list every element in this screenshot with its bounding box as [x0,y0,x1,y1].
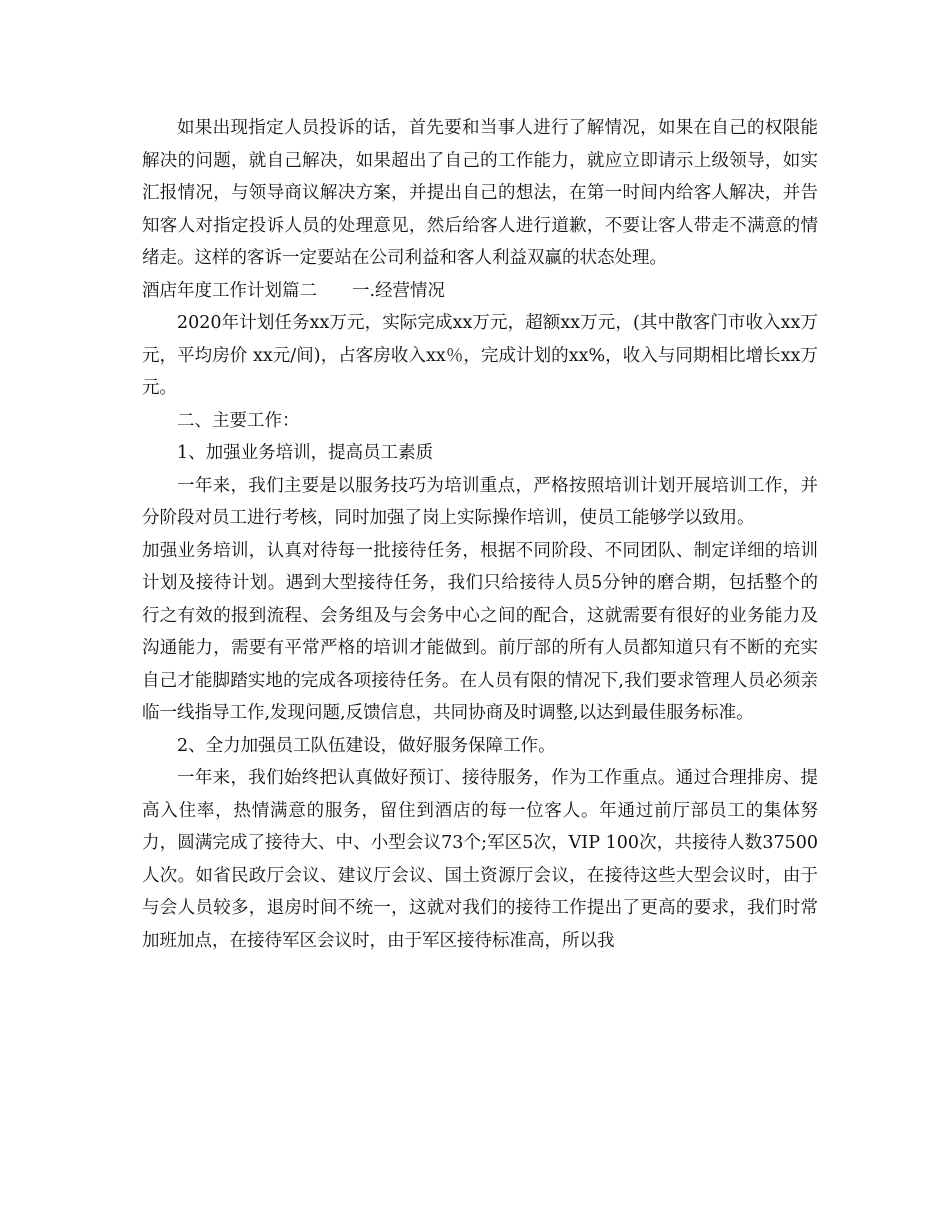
paragraph-reception-service: 一年来，我们始终把认真做好预订、接待服务，作为工作重点。通过合理排房、提高入住率，热情满意的服务，留住到酒店的每一位客人。年通过前厅部员工的集体努力，圆满完成了接待大、中、小型会议73个;军区5次，VIP 100次，共接待人数37500人次。如省民政厅会议、建议厅会议、国土资源厅会议，在接待这些大型会议时，由于与会人员较多，退房时间不统一，这就对我们的接待工作提出了更高的要求，我们时常加班加点，在接待军区会议时，由于军区接待标准高，所以我 [142,768,818,951]
document-body [142,112,818,957]
paragraph-business-results: 2020年计划任务xx万元，实际完成xx万元，超额xx万元，(其中散客门市收入xx万元，平均房价 xx元/间)，占客房收入xx％，完成计划的xx%，收入与同期相比增长xx万元。 [142,313,818,398]
heading-team-building: 2、全力加强员工队伍建设，做好服务保障工作。 [177,735,556,756]
paragraph-training-overview: 一年来，我们主要是以服务技巧为培训重点，严格按照培训计划开展培训工作，并分阶段对员工进行考核，同时加强了岗上实际操作培训，使员工能够学以致用。 [142,475,818,528]
heading-training: 1、加强业务培训，提高员工素质 [177,443,434,463]
paragraph-training-details: 加强业务培训，认真对待每一批接待任务，根据不同阶段、不同团队、制定详细的培训计划及接待计划。遇到大型接待任务，我们只给接待人员5分钟的磨合期，包括整个的行之有效的报到流程、会务组及与会务中心之间的配合，这就需要有很好的业务能力及沟通能力，需要有平常严格的培训才能做到。前厅部的所有人员都知道只有不断的充实自己才能脚踏实地的完成各项接待任务。在人员有限的情况下,我们要求管理人员必须亲临一线指导工作,发现问题,反馈信息，共同协商及时调整,以达到最佳服务标准。 [142,540,818,723]
section-heading-plan-two: 酒店年度工作计划篇二 一.经营情况 [142,280,446,301]
heading-main-work: 二、主要工作： [177,410,300,431]
paragraph-complaint-handling: 如果出现指定人员投诉的话，首先要和当事人进行了解情况，如果在自己的权限能解决的问题，就自己解决，如果超出了自己的工作能力，就应立即请示上级领导，如实汇报情况，与领导商议解决方案，并提出自己的想法，在第一时间内给客人解决，并告知客人对指定投诉人员的处理意见，然后给客人进行道歉，不要让客人带走不满意的情绪走。这样的客诉一定要站在公司利益和客人利益双赢的状态处理。 [142,118,818,268]
